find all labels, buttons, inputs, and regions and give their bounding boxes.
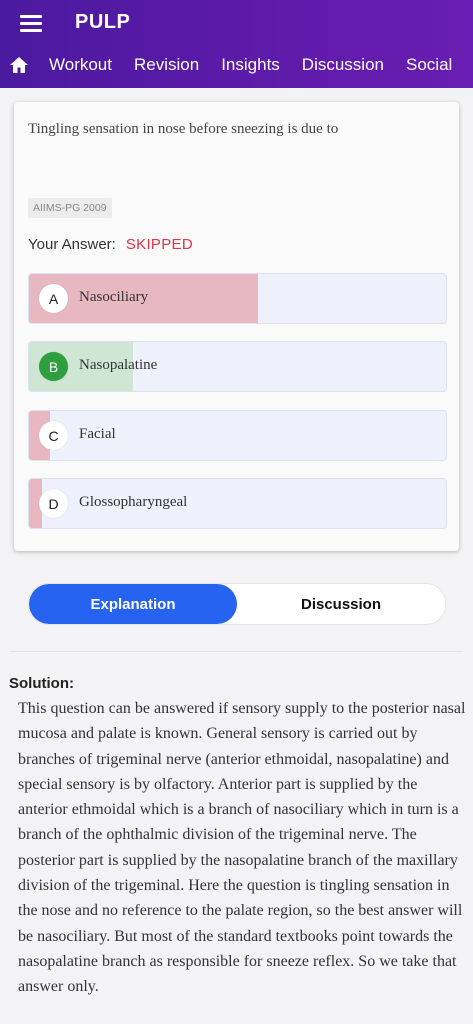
menu-icon[interactable] xyxy=(20,13,44,33)
home-icon[interactable] xyxy=(0,48,38,82)
explanation-discussion-toggle xyxy=(28,583,446,625)
app-title: PULP xyxy=(75,11,131,33)
question-card xyxy=(14,102,459,551)
app-bar xyxy=(0,0,473,88)
solution-text: This question can be answered if sensory supply to the posterior nasal mucosa and palate is known. General sensory is carried out by branches of trigeminal nerve (anterior ethmoidal, nasopalatine) and special sensory is by olfactory. Anterior part is supplied by the anterior ethmoidal which is a branch of nasociliary which in turn is a branch of the ophthalmic division of the trigeminal nerve. The posterior part is supplied by the nasopalatine branch of the maxillary division of the trigeminal. Here the question is tingling sensation in the nose and no reference to the palate region, so the best answer will be nasociliary. But most of the standard textbooks point towards the nasopalatine branch as responsible for sneeze reflex. So we take that answer only. xyxy=(18,700,466,996)
tab-bar xyxy=(0,48,463,82)
tab-revision[interactable]: Revision xyxy=(134,55,200,74)
option-b[interactable] xyxy=(28,341,447,392)
option-b-letter: B xyxy=(39,352,68,381)
option-d-label: Glossopharyngeal xyxy=(79,494,188,510)
option-a[interactable] xyxy=(28,273,447,324)
option-c-label: Facial xyxy=(79,426,116,442)
tab-social[interactable]: Social xyxy=(406,55,453,74)
option-b-label: Nasopalatine xyxy=(79,357,158,373)
your-answer-status: SKIPPED xyxy=(125,236,193,253)
your-answer-row xyxy=(28,236,193,253)
your-answer-label: Your Answer: xyxy=(28,236,116,253)
exam-tag: AIIMS-PG 2009 xyxy=(28,198,112,218)
explanation-button[interactable]: Explanation xyxy=(29,584,237,624)
option-d[interactable] xyxy=(28,478,447,529)
discussion-button[interactable]: Discussion xyxy=(300,595,382,613)
divider xyxy=(10,651,463,652)
option-c-letter: C xyxy=(39,421,68,450)
option-a-letter: A xyxy=(39,284,68,313)
solution-heading: Solution: xyxy=(9,675,74,692)
option-d-letter: D xyxy=(39,489,68,518)
option-c[interactable] xyxy=(28,410,447,461)
option-a-label: Nasociliary xyxy=(79,289,149,305)
question-text: Tingling sensation in nose before sneezing is due to xyxy=(28,121,339,137)
tab-workout[interactable]: Workout xyxy=(49,55,112,74)
tab-discussion[interactable]: Discussion xyxy=(301,55,384,74)
tab-insights[interactable]: Insights xyxy=(221,55,280,74)
